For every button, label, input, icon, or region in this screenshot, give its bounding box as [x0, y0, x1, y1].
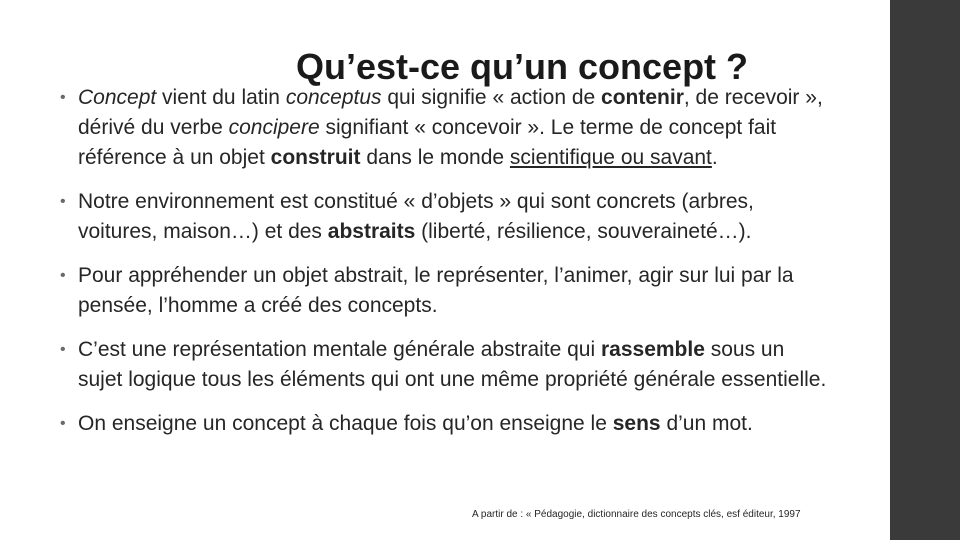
text-run-plain: C’est une représentation mentale générale abstraite qui	[78, 338, 601, 361]
bullet-item	[58, 83, 828, 173]
text-run-italic: conceptus	[285, 86, 382, 109]
bullet-item	[58, 335, 828, 395]
bullet-marker: •	[60, 267, 66, 284]
text-run-bold: rassemble	[601, 338, 705, 361]
bullet-item	[58, 261, 828, 321]
bullet-item	[58, 409, 828, 439]
text-run-bold: contenir	[601, 86, 684, 109]
bullet-text	[78, 412, 753, 435]
text-run-plain: Notre environnement est constitué « d’objets » qui sont concrets (arbres, voitures, maison…) et des	[78, 190, 754, 243]
text-run-bold: construit	[270, 146, 361, 169]
text-run-underline: scientifique ou savant	[509, 146, 712, 169]
side-bar	[890, 0, 960, 540]
source-caption: A partir de : « Pédagogie, dictionnaire des concepts clés, esf éditeur, 1997	[472, 509, 801, 520]
text-run-bold: sens	[612, 412, 661, 435]
bullet-list	[58, 83, 828, 439]
text-run-plain: .	[711, 146, 718, 169]
text-run-plain: , de recevoir », dérivé du verbe	[78, 86, 823, 139]
bullet-marker: •	[60, 341, 66, 358]
text-run-plain: vient du latin	[156, 86, 286, 109]
bullet-text	[78, 264, 794, 317]
text-run-italic: Concept	[78, 86, 157, 109]
bullet-text	[78, 86, 823, 169]
text-run-italic: concipere	[228, 116, 320, 139]
text-run-plain: signifiant « concevoir ». Le terme de concept fait référence à un objet	[78, 116, 777, 169]
text-run-plain: sous un sujet logique tous les éléments qui ont une même propriété générale essentielle.	[78, 338, 827, 391]
slide-title: Qu’est-ce qu’un concept ?	[296, 46, 749, 88]
text-run-bold: abstraits	[327, 220, 416, 243]
bullet-item	[58, 187, 828, 247]
bullet-marker: •	[60, 193, 66, 210]
bullet-marker: •	[60, 415, 66, 432]
text-run-plain: Pour appréhender un objet abstrait, le représenter, l’animer, agir sur lui par la pensée, l’homme a créé des concepts.	[78, 264, 794, 317]
bullet-marker: •	[60, 89, 66, 106]
text-run-plain: dans le monde	[360, 146, 510, 169]
bullet-text	[78, 190, 754, 243]
text-run-plain: (liberté, résilience, souveraineté…).	[415, 220, 752, 243]
bullet-text	[78, 338, 826, 391]
text-run-plain: d’un mot.	[660, 412, 753, 435]
text-run-plain: qui signifie « action de	[381, 86, 602, 109]
text-run-plain: On enseigne un concept à chaque fois qu’on enseigne le	[78, 412, 613, 435]
